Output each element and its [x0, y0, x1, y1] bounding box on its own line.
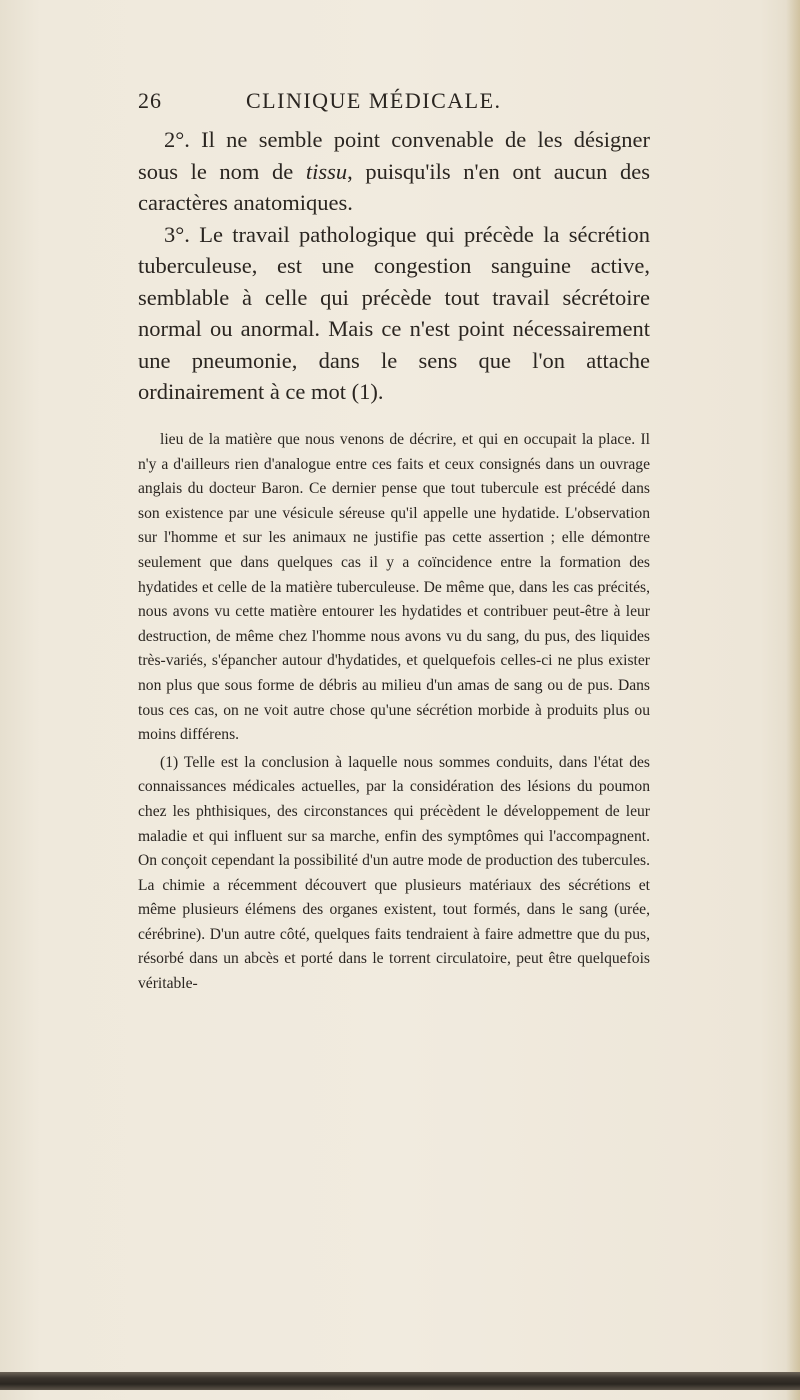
footnote-continued: lieu de la matière que nous venons de décrire, et qui en occupait la place. Il n'y a d'ailleurs rien d'analogue entre ces faits et ceux consignés dans un ouvrage anglais du docteur Baron. Ce dernier pense que tout tubercule est précédé dans son existence par une vésicule séreuse qu'il appelle une hydatide. L'observation sur l'homme et sur les animaux ne justifie pas cette assertion ; elle démontre seulement que dans quelques cas il y a coïncidence entre la formation des hydatides et celle de la matière tuberculeuse. De même que, dans les cas précités, nous avons vu cette matière entourer les hydatides et contribuer peut-être à leur destruction, de même chez l'homme nous avons vu du sang, du pus, des liquides très-variés, s'épancher autour d'hydatides, et quelquefois celles-ci ne plus exister non plus que sous forme de débris au milieu d'un amas de sang ou de pus. Dans tous ces cas, on ne voit autre chose qu'une sécrétion morbide à produits plus ou moins différens.	[138, 431, 650, 744]
paragraph-2	[138, 124, 650, 219]
page-edge	[786, 0, 800, 1400]
paragraph-2-end: , puisqu'ils n'en ont aucun des caractères anatomiques.	[138, 158, 650, 215]
emphasized-term: tissu	[305, 158, 348, 184]
scan-bottom-edge	[0, 1372, 800, 1390]
running-title: CLINIQUE MÉDICALE.	[246, 88, 502, 113]
page-number: 26	[138, 88, 162, 113]
paragraph-2-start: 2°. Il ne semble point convenable de les désigner sous le nom de	[138, 127, 650, 184]
footnote-1: (1) Telle est la conclusion à laquelle nous sommes conduits, dans l'état des connaissances médicales actuelles, par la considération des lésions du poumon chez les phthisiques, des circonstances qui précèdent le développement de leur maladie et qui influent sur sa marche, enfin des symptômes qui l'accompagnent. On conçoit cependant la possibilité d'un autre mode de production des tubercules. La chimie a récemment découvert que plusieurs matériaux des sécrétions et même plusieurs élémens des organes existent, tout formés, dans le sang (urée, cérébrine). D'un autre côté, quelques faits tendraient à faire admettre que du pus, résorbé dans un abcès et porté dans le torrent circulatoire, peut être quelquefois véritable-	[138, 753, 650, 993]
main-text	[138, 124, 650, 408]
running-header	[138, 88, 658, 118]
paragraph-3: 3°. Le travail pathologique qui précède la sécrétion tuberculeuse, est une congestion sanguine active, semblable à celle qui précède tout travail sécrétoire normal ou anormal. Mais ce n'est point nécessairement une pneumonie, dans le sens que l'on attache ordinairement à ce mot (1).	[138, 221, 650, 404]
footnotes	[138, 428, 650, 997]
